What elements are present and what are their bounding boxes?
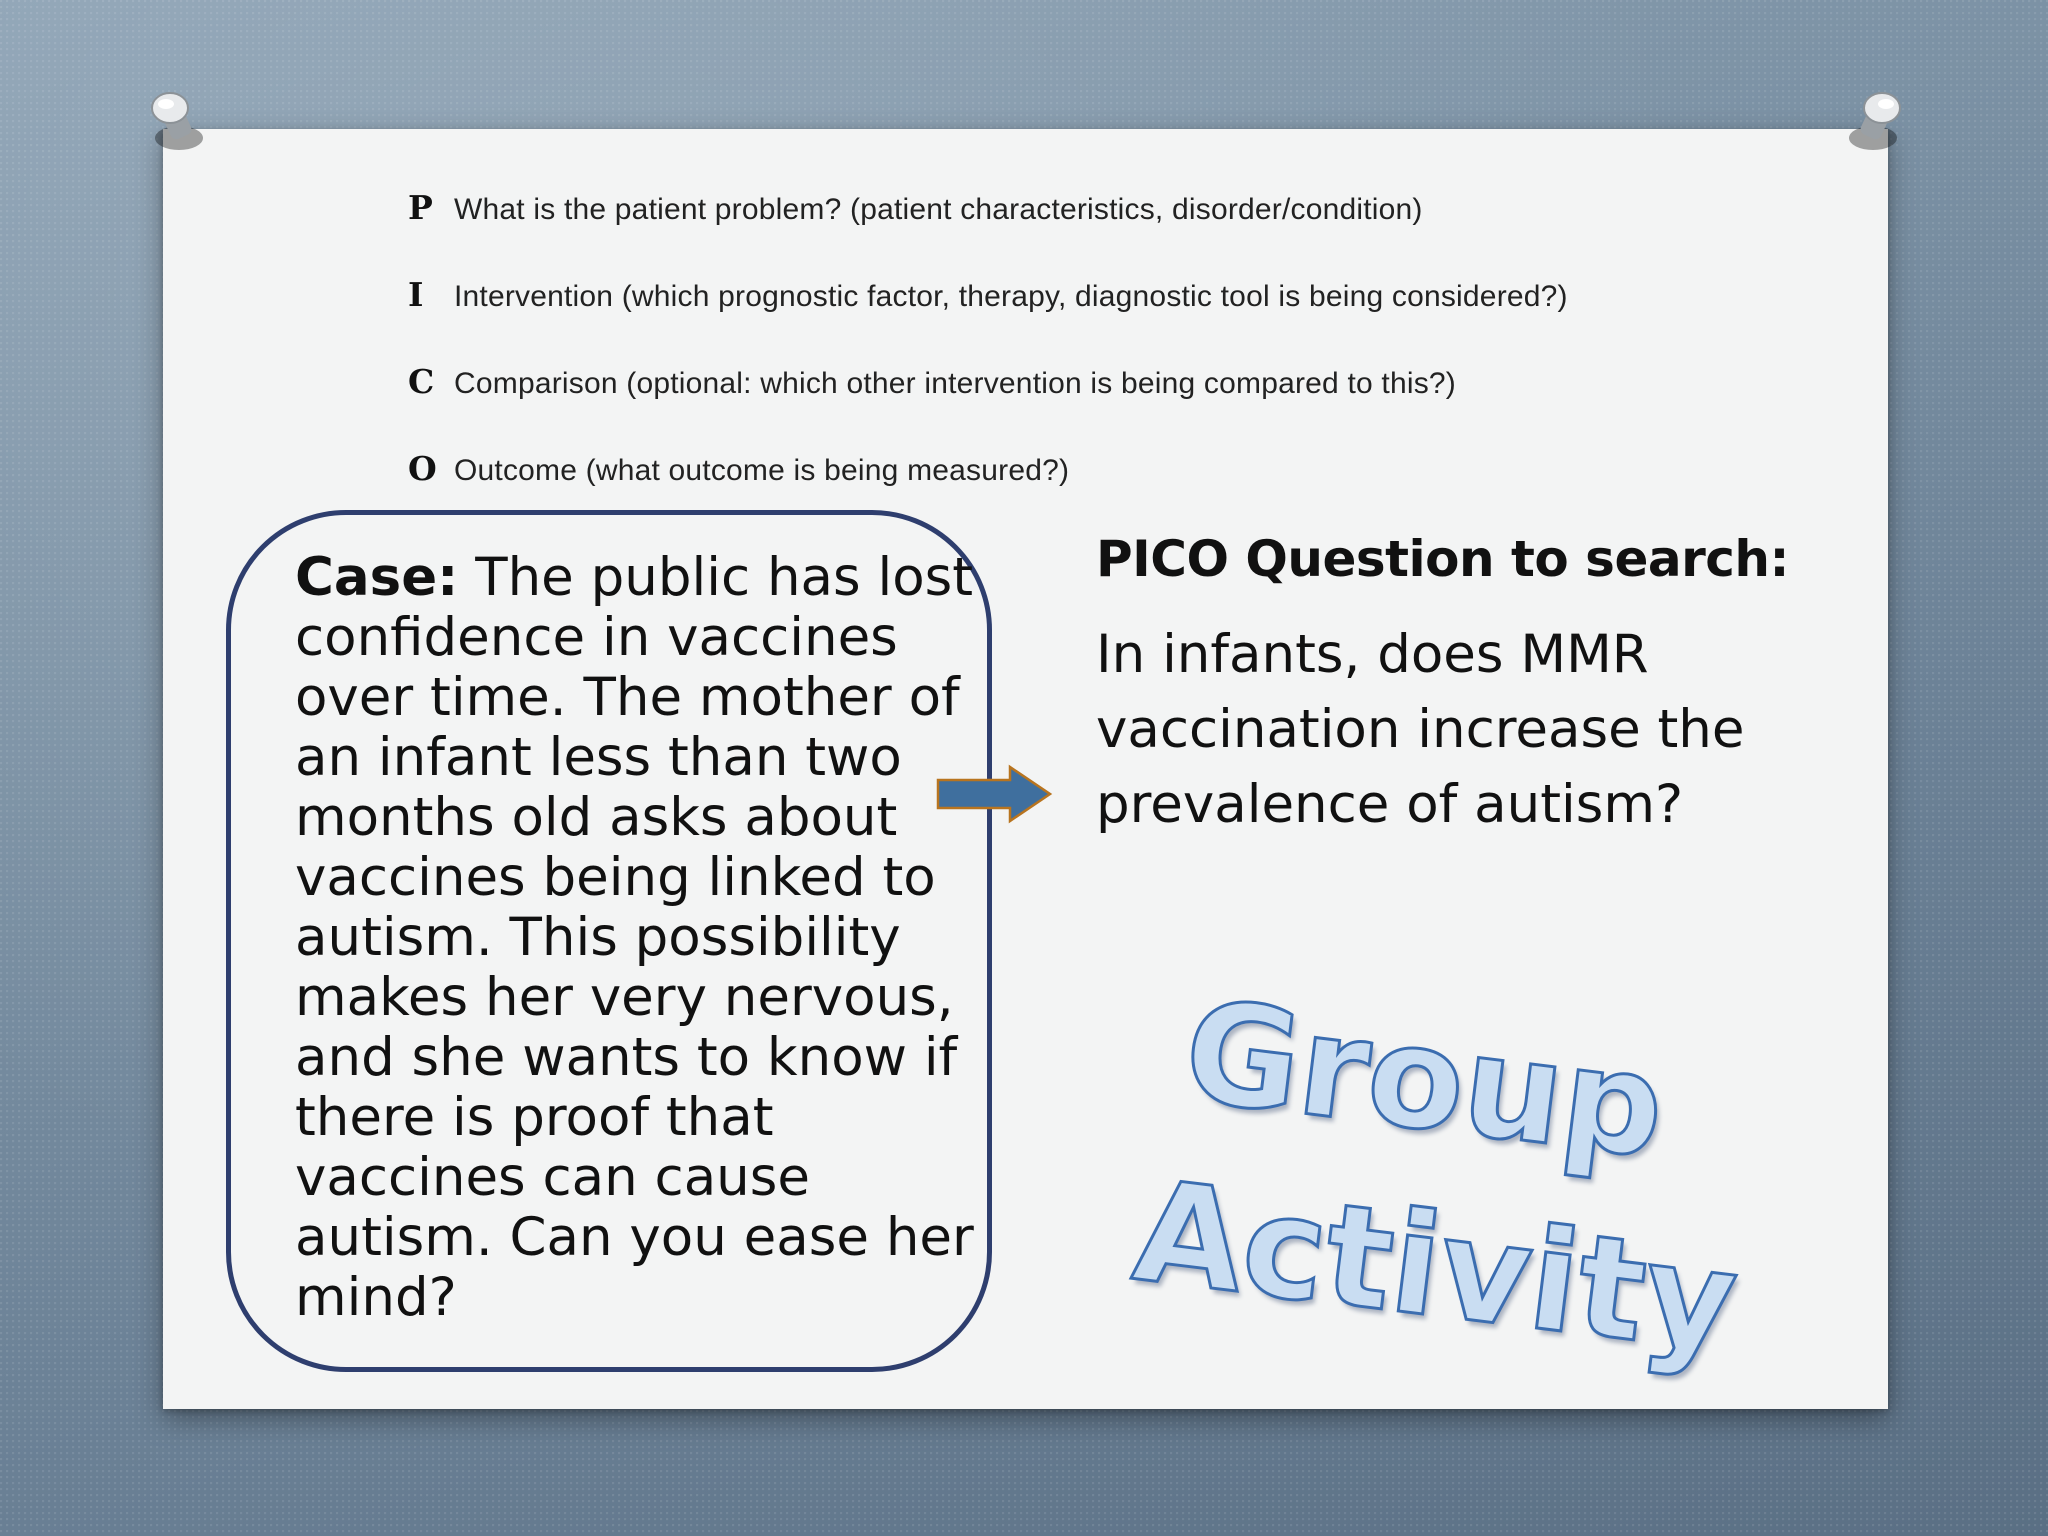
pushpin-left-icon <box>142 86 212 156</box>
pico-question-text: In infants, does MMR vaccination increase the prevalence of autism? <box>1096 624 1745 835</box>
case-label: Case: <box>295 547 459 608</box>
case-body: The public has lost confidence in vaccines over time. The mother of an infant less than two months old asks about vaccines being linked to autism. This possibility makes her very nervous, and she wants to know if there is proof that vaccines can cause autism. Can you ease her mind? <box>295 547 974 1328</box>
pico-text: Intervention (which prognostic factor, therapy, diagnostic tool is being considered?) <box>454 280 1568 313</box>
right-arrow-icon <box>936 764 1054 824</box>
pico-row-p <box>408 188 1758 275</box>
wordart-activity: Activity <box>1126 1150 1746 1386</box>
pico-letter: P <box>408 188 433 227</box>
pico-row-c <box>408 362 1758 449</box>
pico-letter: O <box>408 449 437 488</box>
pico-text: Comparison (optional: which other intervention is being compared to this?) <box>454 367 1456 400</box>
pico-row-i <box>408 275 1758 362</box>
pushpin-right-icon <box>1840 86 1910 156</box>
wordart-group: Group <box>1176 970 1673 1191</box>
pico-question-heading: PICO Question to search: <box>1096 530 1789 588</box>
case-description <box>295 548 995 1328</box>
pico-letter: I <box>408 275 424 314</box>
pico-text: Outcome (what outcome is being measured?) <box>454 454 1070 487</box>
pico-definitions <box>408 188 1758 536</box>
pico-text: What is the patient problem? (patient characteristics, disorder/condition) <box>454 193 1423 226</box>
pico-letter: C <box>408 362 435 401</box>
